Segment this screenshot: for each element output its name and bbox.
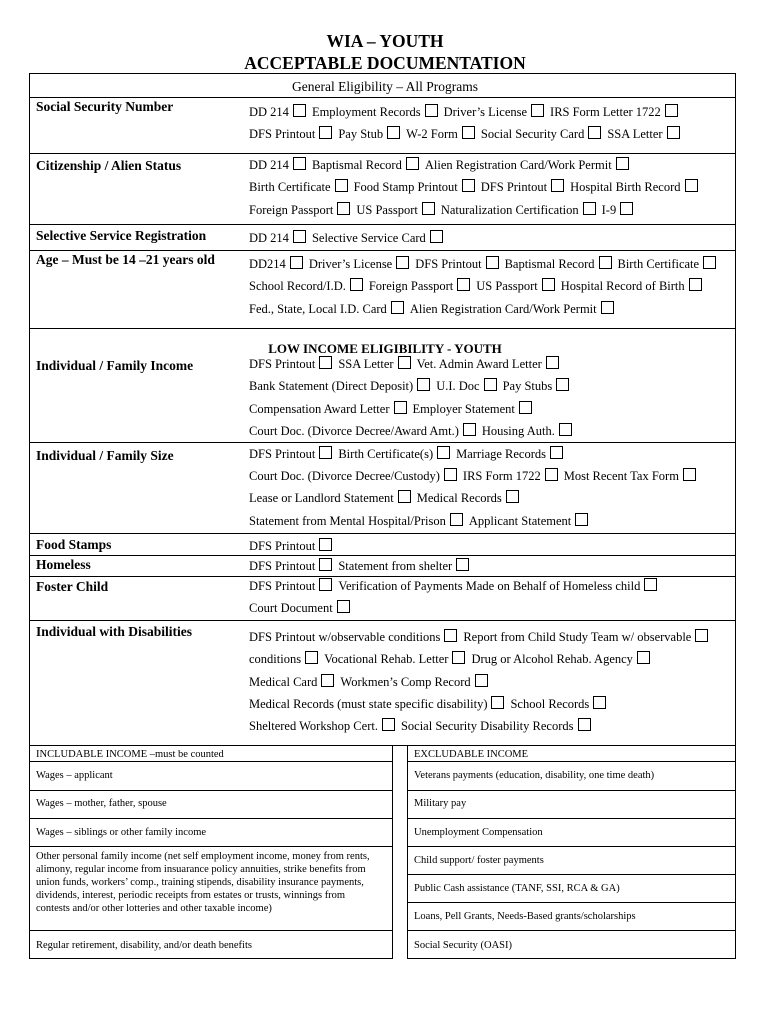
option-label: Housing Auth. <box>481 424 555 438</box>
row-divider <box>29 153 736 154</box>
option-label: Employment Records <box>311 105 421 119</box>
includable-income-item: Wages – mother, father, spouse <box>36 798 167 809</box>
checkbox[interactable] <box>319 578 332 591</box>
option-label: Statement from Mental Hospital/Prison <box>249 514 446 528</box>
checkbox[interactable] <box>293 104 306 117</box>
option-label: Pay Stub <box>338 127 384 141</box>
option-line <box>249 718 597 734</box>
checkbox[interactable] <box>335 179 348 192</box>
checkbox[interactable] <box>486 256 499 269</box>
option-line <box>249 301 620 317</box>
option-line <box>249 179 704 195</box>
checkbox[interactable] <box>293 230 306 243</box>
checkbox[interactable] <box>463 423 476 436</box>
row-divider <box>29 930 393 931</box>
option-label: Employer Statement <box>412 402 515 416</box>
option-label: Driver’s License <box>308 257 393 271</box>
checkbox[interactable] <box>462 126 475 139</box>
checkbox[interactable] <box>506 490 519 503</box>
checkbox[interactable] <box>319 356 332 369</box>
page-title-line2: ACCEPTABLE DOCUMENTATION <box>244 53 526 73</box>
option-label: US Passport <box>476 279 538 293</box>
option-label: Most Recent Tax Form <box>563 469 679 483</box>
option-label: Driver’s License <box>443 105 528 119</box>
row-label: Selective Service Registration <box>36 228 207 243</box>
row-divider <box>407 790 736 791</box>
checkbox[interactable] <box>588 126 601 139</box>
option-line <box>249 651 656 667</box>
option-line <box>249 157 635 173</box>
includable-income-item: Regular retirement, disability, and/or death benefits <box>36 940 252 951</box>
checkbox[interactable] <box>319 126 332 139</box>
checkbox[interactable] <box>542 278 555 291</box>
option-label: DD214 <box>249 257 286 271</box>
option-line <box>249 446 569 462</box>
option-label: DFS Printout <box>249 447 316 461</box>
checkbox[interactable] <box>382 718 395 731</box>
option-label: Medical Card <box>249 675 318 689</box>
option-label: DFS Printout w/observable conditions <box>249 630 441 644</box>
excludable-income-item: Child support/ foster payments <box>414 855 544 866</box>
checkbox[interactable] <box>665 104 678 117</box>
option-label: Social Security Disability Records <box>400 719 574 733</box>
option-label: Hospital Birth Record <box>570 180 681 194</box>
option-label: Baptismal Record <box>504 257 595 271</box>
includable-income-heading: INCLUDABLE INCOME –must be counted <box>36 749 224 760</box>
option-label: Alien Registration Card/Work Permit <box>424 158 612 172</box>
row-label: Homeless <box>36 557 91 572</box>
option-line <box>249 468 702 484</box>
option-label: Medical Records <box>416 491 502 505</box>
option-label: Fed., State, Local I.D. Card <box>249 302 387 316</box>
checkbox[interactable] <box>425 104 438 117</box>
option-line <box>249 104 684 120</box>
row-divider <box>407 902 736 903</box>
row-label: Individual / Family Size <box>36 448 174 463</box>
row-label: Social Security Number <box>36 99 174 114</box>
option-label: Bank Statement (Direct Deposit) <box>249 379 414 393</box>
option-label: Vocational Rehab. Letter <box>324 652 449 666</box>
option-label: Birth Certificate(s) <box>338 447 434 461</box>
includable-income-item: Wages – siblings or other family income <box>36 827 207 838</box>
row-divider <box>407 958 736 959</box>
option-label: Court Doc. (Divorce Decree/Award Amt.) <box>249 424 459 438</box>
option-label: IRS Form Letter 1722 <box>550 105 661 119</box>
option-label: IRS Form 1722 <box>462 469 541 483</box>
option-label: School Record/I.D. <box>249 279 346 293</box>
row-label: Individual / Family Income <box>36 358 194 373</box>
row-label: Individual with Disabilities <box>36 624 193 639</box>
checkbox[interactable] <box>575 513 588 526</box>
checkbox[interactable] <box>484 378 497 391</box>
checkbox[interactable] <box>667 126 680 139</box>
option-label: Drug or Alcohol Rehab. Agency <box>471 652 633 666</box>
option-label: Lease or Landlord Statement <box>249 491 394 505</box>
checkbox[interactable] <box>391 301 404 314</box>
option-line <box>249 629 714 645</box>
checkbox[interactable] <box>556 378 569 391</box>
section-divider <box>29 97 736 98</box>
option-label: DFS Printout <box>249 357 316 371</box>
row-divider <box>29 620 736 621</box>
option-label: Court Doc. (Divorce Decree/Custody) <box>249 469 440 483</box>
option-label: Medical Records (must state specific disability) <box>249 697 488 711</box>
option-label: Report from Child Study Team w/ observable <box>463 630 692 644</box>
row-divider <box>29 576 736 577</box>
checkbox[interactable] <box>601 301 614 314</box>
section-divider <box>29 328 736 329</box>
row-divider <box>29 846 393 847</box>
excludable-income-heading: EXCLUDABLE INCOME <box>414 749 529 760</box>
excludable-income-item: Veterans payments (education, disability, one time death) <box>414 770 655 781</box>
row-label: Food Stamps <box>36 537 112 552</box>
checkbox[interactable] <box>430 230 443 243</box>
row-label: Foster Child <box>36 579 109 594</box>
row-divider <box>29 533 736 534</box>
option-label: U.I. Doc <box>436 379 480 393</box>
includable-income-item: Other personal family income (net self employment income, money from rents, alimony, regular income from insuarance policy annuities, strike benefits from union funds, workers’ comp., training stipends, disability insurance payments, dividends, interest, periodic receipts from estates or trusts, winnings from contests and/or other lotteries and other taxable income) <box>36 851 370 914</box>
row-label: Citizenship / Alien Status <box>36 158 182 173</box>
checkbox[interactable] <box>305 651 318 664</box>
option-line <box>249 256 722 272</box>
checkbox[interactable] <box>559 423 572 436</box>
option-label: I-9 <box>601 203 617 217</box>
option-line <box>249 378 575 394</box>
checkbox[interactable] <box>406 157 419 170</box>
page-title-line1: WIA – YOUTH <box>326 31 444 51</box>
option-label: Food Stamp Printout <box>353 180 458 194</box>
checkbox[interactable] <box>546 356 559 369</box>
checkbox[interactable] <box>456 558 469 571</box>
option-label: Applicant Statement <box>468 514 572 528</box>
option-label: Naturalization Certification <box>440 203 579 217</box>
checkbox[interactable] <box>387 126 400 139</box>
excludable-income-item: Loans, Pell Grants, Needs-Based grants/scholarships <box>414 911 636 922</box>
option-line <box>249 126 686 142</box>
checkbox[interactable] <box>398 356 411 369</box>
option-label: conditions <box>249 652 302 666</box>
table-bottom-border <box>29 745 736 746</box>
row-divider <box>29 224 736 225</box>
option-label: DFS Printout <box>249 127 316 141</box>
option-label: Marriage Records <box>456 447 547 461</box>
option-line <box>249 558 475 574</box>
excludable-income-item: Unemployment Compensation <box>414 827 543 838</box>
option-label: DD 214 <box>249 231 289 245</box>
checkbox[interactable] <box>583 202 596 215</box>
column-border <box>29 745 30 959</box>
option-label: DFS Printout <box>249 579 316 593</box>
row-divider <box>29 818 393 819</box>
option-label: Hospital Record of Birth <box>560 279 685 293</box>
checkbox[interactable] <box>417 378 430 391</box>
row-label: Age – Must be 14 –21 years old <box>36 252 215 267</box>
option-label: SSA Letter <box>338 357 394 371</box>
option-label: DFS Printout <box>249 539 316 553</box>
checkbox[interactable] <box>593 696 606 709</box>
checkbox[interactable] <box>578 718 591 731</box>
checkbox[interactable] <box>545 468 558 481</box>
checkbox[interactable] <box>683 468 696 481</box>
table-right-border <box>735 73 736 745</box>
checkbox[interactable] <box>491 696 504 709</box>
row-divider <box>407 874 736 875</box>
checkbox[interactable] <box>337 600 350 613</box>
checkbox[interactable] <box>293 157 306 170</box>
option-label: Foreign Passport <box>249 203 334 217</box>
option-label: Court Document <box>249 601 333 615</box>
checkbox[interactable] <box>457 278 470 291</box>
option-label: School Records <box>510 697 590 711</box>
checkbox[interactable] <box>599 256 612 269</box>
excludable-income-item: Military pay <box>414 798 467 809</box>
table-top-border <box>29 73 736 74</box>
option-label: DD 214 <box>249 105 289 119</box>
option-label: Statement from shelter <box>338 559 453 573</box>
checkbox[interactable] <box>519 401 532 414</box>
row-divider <box>29 761 393 762</box>
option-label: Baptismal Record <box>311 158 402 172</box>
checkbox[interactable] <box>444 468 457 481</box>
checkbox[interactable] <box>689 278 702 291</box>
option-line <box>249 401 538 417</box>
row-divider <box>29 442 736 443</box>
option-label: SSA Letter <box>607 127 663 141</box>
checkbox[interactable] <box>695 629 708 642</box>
checkbox[interactable] <box>462 179 475 192</box>
option-label: Compensation Award Letter <box>249 402 390 416</box>
option-label: DFS Printout <box>249 559 316 573</box>
checkbox[interactable] <box>437 446 450 459</box>
option-line <box>249 538 338 554</box>
checkbox[interactable] <box>616 157 629 170</box>
option-line <box>249 578 663 594</box>
option-line <box>249 696 612 712</box>
checkbox[interactable] <box>685 179 698 192</box>
checkbox[interactable] <box>398 490 411 503</box>
column-border <box>407 745 408 959</box>
row-divider <box>29 555 736 556</box>
row-divider <box>407 761 736 762</box>
option-label: Sheltered Workshop Cert. <box>249 719 378 733</box>
checkbox[interactable] <box>422 202 435 215</box>
option-line <box>249 490 525 506</box>
option-line <box>249 230 449 246</box>
row-divider <box>29 790 393 791</box>
option-line <box>249 674 494 690</box>
option-label: Social Security Card <box>480 127 585 141</box>
option-line <box>249 356 565 372</box>
option-label: Vet. Admin Award Letter <box>416 357 542 371</box>
checkbox[interactable] <box>551 179 564 192</box>
checkbox[interactable] <box>637 651 650 664</box>
option-line <box>249 423 578 439</box>
checkbox[interactable] <box>644 578 657 591</box>
column-border <box>735 745 736 959</box>
checkbox[interactable] <box>450 513 463 526</box>
checkbox[interactable] <box>394 401 407 414</box>
option-label: Foreign Passport <box>368 279 454 293</box>
option-label: Birth Certificate <box>617 257 700 271</box>
row-divider <box>407 846 736 847</box>
includable-income-item: Wages – applicant <box>36 770 113 781</box>
row-divider <box>29 958 393 959</box>
checkbox[interactable] <box>703 256 716 269</box>
option-label: Pay Stubs <box>502 379 553 393</box>
checkbox[interactable] <box>452 651 465 664</box>
checkbox[interactable] <box>396 256 409 269</box>
table-left-border <box>29 73 30 745</box>
option-label: DFS Printout <box>415 257 482 271</box>
checkbox[interactable] <box>531 104 544 117</box>
option-label: DD 214 <box>249 158 289 172</box>
row-divider <box>407 818 736 819</box>
option-line <box>249 600 356 616</box>
option-label: W-2 Form <box>406 127 458 141</box>
general-eligibility-heading: General Eligibility – All Programs <box>292 79 478 94</box>
checkbox[interactable] <box>337 202 350 215</box>
option-label: Verification of Payments Made on Behalf of Homeless child <box>338 579 641 593</box>
row-divider <box>29 250 736 251</box>
option-line <box>249 513 594 529</box>
checkbox[interactable] <box>319 538 332 551</box>
checkbox[interactable] <box>550 446 563 459</box>
checkbox[interactable] <box>350 278 363 291</box>
option-label: Birth Certificate <box>249 180 331 194</box>
column-border <box>392 745 393 959</box>
checkbox[interactable] <box>319 446 332 459</box>
checkbox[interactable] <box>620 202 633 215</box>
checkbox[interactable] <box>290 256 303 269</box>
option-label: DFS Printout <box>480 180 548 194</box>
checkbox[interactable] <box>321 674 334 687</box>
checkbox[interactable] <box>475 674 488 687</box>
option-label: Alien Registration Card/Work Permit <box>409 302 597 316</box>
excludable-income-item: Public Cash assistance (TANF, SSI, RCA & GA) <box>414 883 620 894</box>
option-line <box>249 202 639 218</box>
row-divider <box>407 930 736 931</box>
checkbox[interactable] <box>444 629 457 642</box>
option-label: Selective Service Card <box>311 231 426 245</box>
option-label: Workmen’s Comp Record <box>340 675 471 689</box>
option-label: US Passport <box>356 203 418 217</box>
excludable-income-item: Social Security (OASI) <box>414 940 512 951</box>
low-income-heading: LOW INCOME ELIGIBILITY - YOUTH <box>268 341 502 356</box>
option-line <box>249 278 708 294</box>
checkbox[interactable] <box>319 558 332 571</box>
